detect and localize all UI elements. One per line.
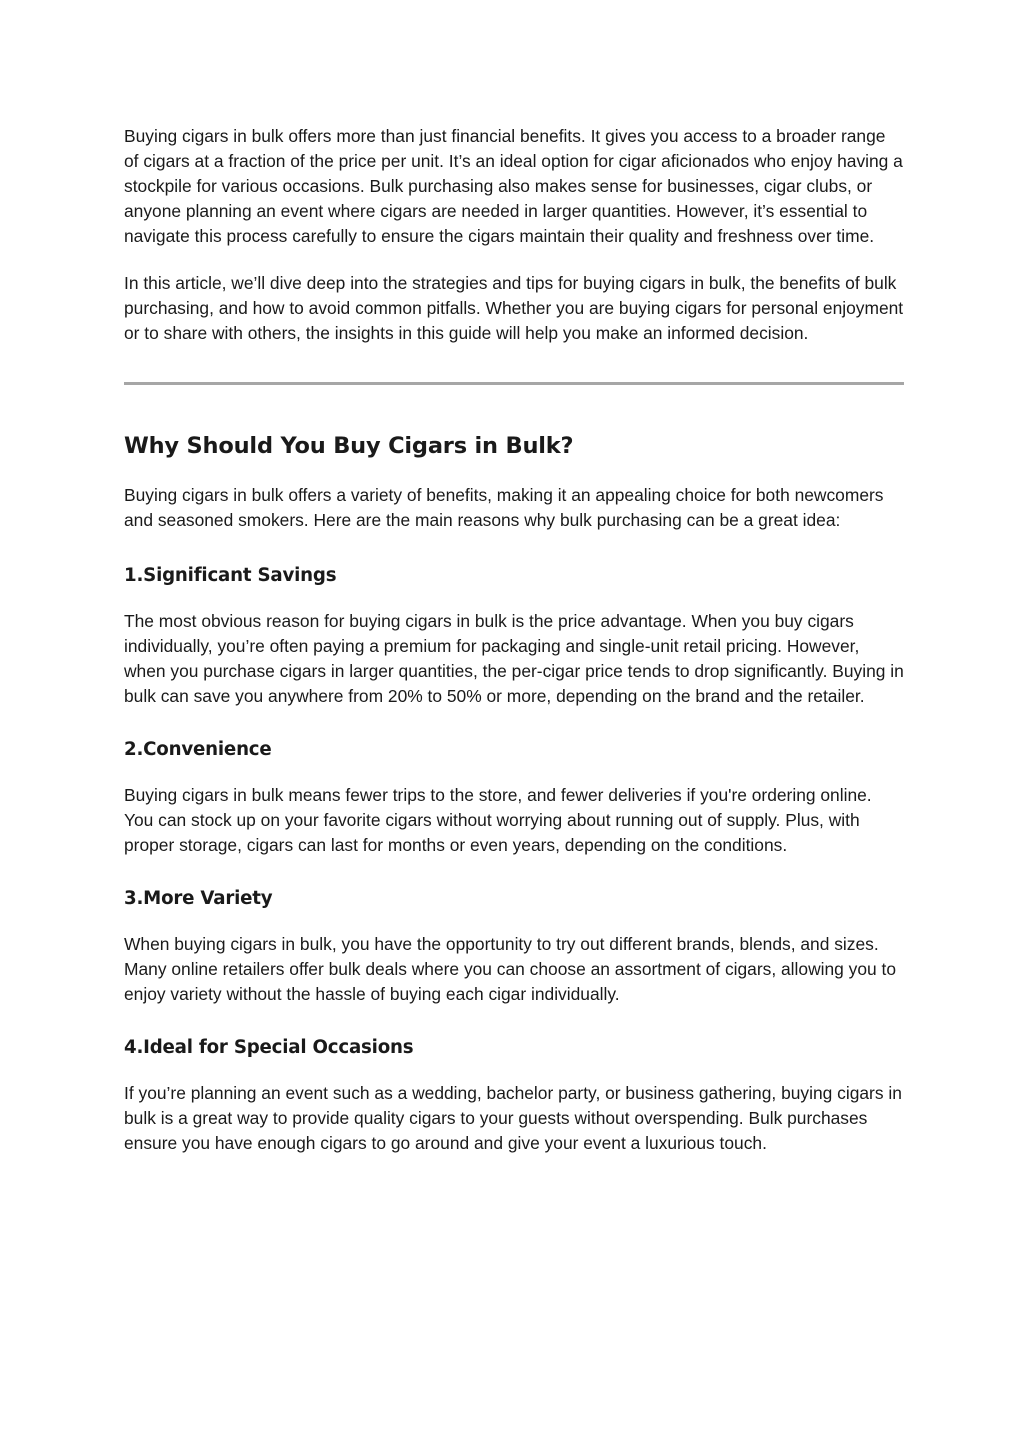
reason-section-savings [124, 563, 904, 709]
reason-paragraph: Buying cigars in bulk means fewer trips to the store, and fewer deliveries if you're ordering online. You can stock up on your favorite cigars without worrying about running out of supply. Plus, with proper storage, cigars can last for months or even years, depending on the conditions. [124, 785, 872, 855]
intro-paragraph-2: In this article, we’ll dive deep into the strategies and tips for buying cigars in bulk, the benefits of bulk purchasing, and how to avoid common pitfalls. Whether you are buying cigars for personal enjoyment or to share with others, the insights in this guide will help you make an informed decision. [124, 273, 904, 343]
reason-heading: 4.Ideal for Special Occasions [124, 1037, 414, 1058]
reason-section-variety [124, 886, 904, 1007]
reason-paragraph: If you’re planning an event such as a wedding, bachelor party, or business gathering, buying cigars in bulk is a great way to provide quality cigars to your guests without overspending. Bulk purchases ensure you have enough cigars to go around and give your event a luxurious touch. [124, 1083, 902, 1153]
intro-paragraph-1: Buying cigars in bulk offers more than just financial benefits. It gives you access to a broader range of cigars at a fraction of the price per unit. It’s an ideal option for cigar aficionados who enjoy having a stockpile for various occasions. Bulk purchasing also makes sense for businesses, cigar clubs, or anyone planning an event where cigars are needed in larger quantities. However, it’s essential to navigate this process carefully to ensure the cigars maintain their quality and freshness over time. [124, 126, 903, 246]
reason-section-convenience [124, 737, 904, 858]
section-heading: Why Should You Buy Cigars in Bulk? [124, 433, 574, 459]
reason-heading: 1.Significant Savings [124, 565, 337, 586]
reason-heading: 2.Convenience [124, 739, 272, 760]
reason-section-occasions [124, 1035, 904, 1156]
reason-paragraph: When buying cigars in bulk, you have the opportunity to try out different brands, blends, and sizes. Many online retailers offer bulk deals where you can choose an assortment of cigars, allowing you to enjoy variety without the hassle of buying each cigar individually. [124, 934, 897, 1004]
reason-paragraph: The most obvious reason for buying cigars in bulk is the price advantage. When you buy cigars individually, you’re often paying a premium for packaging and single-unit retail pricing. However, when you purchase cigars in larger quantities, the per-cigar price tends to drop significantly. Buying in bulk can save you anywhere from 20% to 50% or more, depending on the brand and the retailer. [124, 611, 904, 706]
reason-heading: 3.More Variety [124, 888, 273, 909]
article-body [124, 124, 904, 1156]
horizontal-divider [124, 382, 904, 385]
heading-intro-paragraph: Buying cigars in bulk offers a variety of benefits, making it an appealing choice for both newcomers and seasoned smokers. Here are the main reasons why bulk purchasing can be a great idea: [124, 485, 884, 530]
